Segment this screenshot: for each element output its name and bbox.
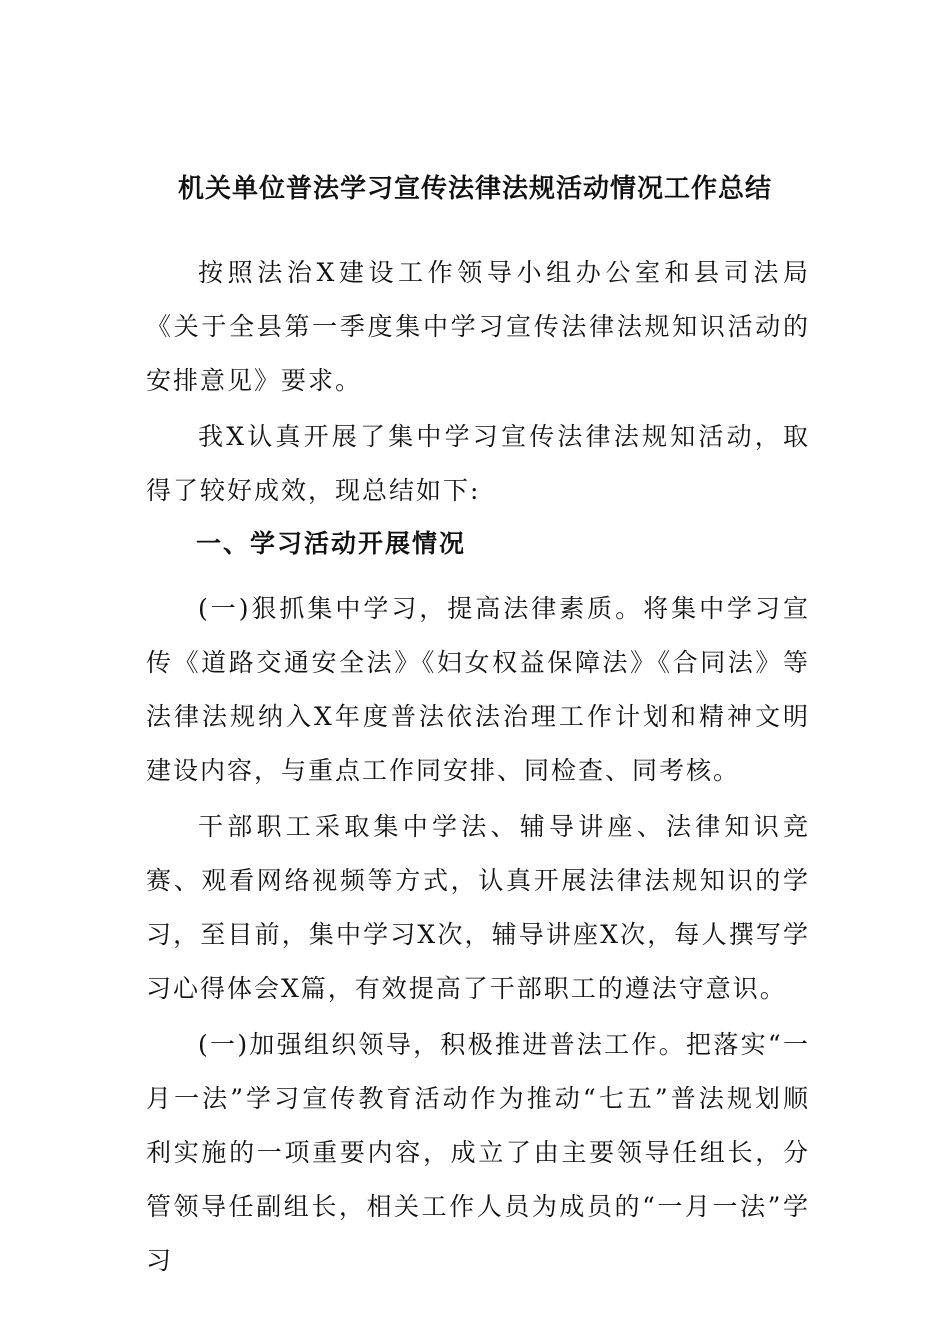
paragraph-study-details: 干部职工采取集中学法、辅导讲座、法律知识竞赛、观看网络视频等方式，认真开展法律法规知识的学习，至目前，集中学习X次，辅导讲座X次，每人撰写学习心得体会X篇，有效提高了干部职工的遵法守意识。 — [146, 812, 810, 1003]
paragraph-item-2: (一)加强组织领导，积极推进普法工作。把落实“一月一法”学习宣传教育活动作为推动“七五”普法规划顺利实施的一项重要内容，成立了由主要领导任组长，分管领导任副组长，相关工作人员为成员的“一月一法”学习 — [146, 1030, 810, 1275]
paragraph-item-1: (一)狠抓集中学习，提高法律素质。将集中学习宣传《道路交通安全法》《妇女权益保障法》《合同法》等法律法规纳入X年度普法依法治理工作计划和精神文明建设内容，与重点工作同安排、同检查、同考核。 — [146, 594, 810, 785]
paragraph-summary: 我X认真开展了集中学习宣传法律法规知活动，取得了较好成效，现总结如下: — [146, 422, 810, 505]
document-title: 机关单位普法学习宣传法律法规活动情况工作总结 — [177, 174, 772, 204]
paragraph-intro: 按照法治X建设工作领导小组办公室和县司法局《关于全县第一季度集中学习宣传法律法规知识活动的安排意见》要求。 — [146, 258, 810, 395]
section-heading: 一、学习活动开展情况 — [196, 529, 467, 558]
